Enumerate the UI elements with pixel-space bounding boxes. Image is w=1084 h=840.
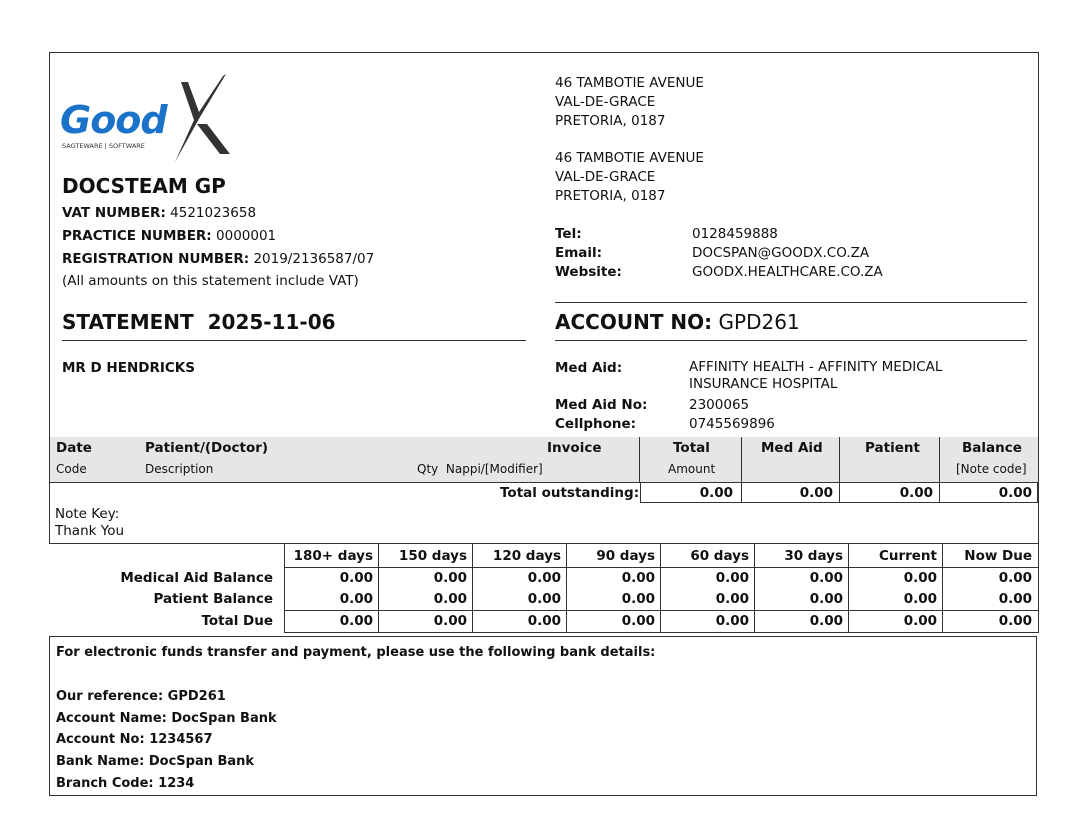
col-description: Description: [145, 462, 214, 476]
aging-cell: 0.00: [527, 613, 561, 629]
aging-cell: 0.00: [903, 591, 937, 607]
address-line: PRETORIA, 0187: [555, 188, 666, 204]
bank-account-name: Account Name: DocSpan Bank: [56, 711, 277, 726]
note-key: Note Key:: [55, 506, 120, 522]
address-block-1: [555, 74, 704, 131]
med-aid-value: AFFINITY HEALTH - AFFINITY MEDICAL INSURANCE HOSPITAL: [689, 359, 943, 392]
aging-header: 180+ days: [293, 548, 373, 564]
aging-row-label: Patient Balance: [153, 591, 273, 607]
email-value: DOCSPAN@GOODX.CO.ZA: [692, 245, 870, 261]
col-patient: Patient: [865, 440, 920, 456]
account-value: GPD261: [718, 310, 800, 334]
aging-header: Now Due: [964, 548, 1032, 564]
logo-text: Good: [60, 98, 167, 142]
aging-header: 60 days: [690, 548, 749, 564]
registration-label: REGISTRATION NUMBER:: [62, 251, 250, 267]
aging-row-label: Total Due: [201, 613, 273, 629]
aging-cell: 0.00: [433, 613, 467, 629]
col-amount: Amount: [668, 462, 716, 476]
bank-name: Bank Name: DocSpan Bank: [56, 754, 255, 769]
aging-cell: 0.00: [527, 570, 561, 586]
aging-cell: 0.00: [809, 591, 843, 607]
aging-header: Current: [878, 548, 937, 564]
aging-cell: 0.00: [809, 570, 843, 586]
col-divider: [839, 437, 840, 482]
aging-cell: 0.00: [715, 591, 749, 607]
vat-label: VAT NUMBER:: [62, 205, 166, 221]
col-qty-nappi: Qty Nappi/[Modifier]: [417, 462, 543, 476]
aging-cell: 0.00: [809, 613, 843, 629]
col-med-aid: Med Aid: [761, 440, 823, 456]
practice-name: DOCSTEAM GP: [62, 174, 226, 198]
tel-value: 0128459888: [692, 226, 778, 242]
col-divider: [741, 437, 742, 482]
address-line: VAL-DE-GRACE: [555, 94, 656, 110]
col-note-code: [Note code]: [956, 462, 1027, 476]
bank-account-no: Account No: 1234567: [56, 732, 213, 747]
website-label: Website:: [555, 264, 622, 280]
col-invoice: Invoice: [547, 440, 602, 456]
aging-header: 30 days: [784, 548, 843, 564]
tel-label: Tel:: [555, 226, 582, 242]
aging-cell: 0.00: [715, 570, 749, 586]
aging-cell: 0.00: [998, 591, 1032, 607]
statement-date: 2025-11-06: [207, 310, 336, 334]
aging-row-label: Medical Aid Balance: [120, 570, 273, 586]
logo-tagline: SAGTEWARE | SOFTWARE: [62, 142, 145, 150]
col-code: Code: [56, 462, 87, 476]
email-label: Email:: [555, 245, 603, 261]
registration-value: 2019/2136587/07: [253, 251, 375, 267]
aging-header: 120 days: [492, 548, 561, 564]
aging-cell: 0.00: [433, 570, 467, 586]
aging-cell: 0.00: [339, 570, 373, 586]
outstanding-patient: 0.00: [899, 485, 933, 501]
thank-you: Thank You: [55, 523, 125, 539]
aging-header: 90 days: [596, 548, 655, 564]
aging-cell: 0.00: [903, 570, 937, 586]
col-total: Total: [673, 440, 710, 456]
practice-number-label: PRACTICE NUMBER:: [62, 228, 212, 244]
aging-cell: 0.00: [903, 613, 937, 629]
statement-title: [62, 310, 336, 334]
vat-line: [62, 204, 256, 223]
col-balance: Balance: [962, 440, 1022, 456]
total-outstanding-label: Total outstanding:: [500, 485, 640, 501]
med-aid-label: Med Aid:: [555, 360, 623, 376]
address-line: 46 TAMBOTIE AVENUE: [555, 75, 704, 91]
vat-value: 4521023658: [170, 205, 257, 221]
account-number: [555, 310, 800, 334]
divider: [555, 302, 1027, 303]
divider: [62, 340, 526, 341]
bank-branch-code: Branch Code: 1234: [56, 776, 195, 791]
aging-cell: 0.00: [433, 591, 467, 607]
divider: [284, 610, 1039, 611]
practice-number-line: [62, 227, 276, 246]
outstanding-med-aid: 0.00: [799, 485, 833, 501]
bank-reference: Our reference: GPD261: [56, 689, 226, 704]
address-block-2: [555, 149, 704, 206]
col-date: Date: [56, 440, 92, 456]
aging-cell: 0.00: [998, 613, 1032, 629]
aging-cell: 0.00: [339, 591, 373, 607]
address-line: VAL-DE-GRACE: [555, 169, 656, 185]
divider: [284, 567, 1039, 568]
col-divider: [939, 437, 940, 482]
divider: [555, 340, 1027, 341]
aging-cell: 0.00: [527, 591, 561, 607]
aging-cell: 0.00: [715, 613, 749, 629]
practice-number-value: 0000001: [216, 228, 277, 244]
website-value: GOODX.HEALTHCARE.CO.ZA: [692, 264, 883, 280]
vat-note: (All amounts on this statement include VAT): [62, 273, 359, 289]
bank-intro: For electronic funds transfer and payment, please use the following bank details:: [56, 645, 656, 660]
aging-cell: 0.00: [621, 570, 655, 586]
aging-cell: 0.00: [621, 591, 655, 607]
aging-header: 150 days: [398, 548, 467, 564]
goodx-logo: [60, 72, 235, 162]
statement-label: STATEMENT: [62, 310, 194, 334]
col-patient-doctor: Patient/(Doctor): [145, 440, 269, 456]
address-line: PRETORIA, 0187: [555, 113, 666, 129]
med-aid-no-label: Med Aid No:: [555, 397, 648, 413]
outstanding-balance: 0.00: [998, 485, 1032, 501]
aging-cell: 0.00: [339, 613, 373, 629]
patient-name: MR D HENDRICKS: [62, 360, 195, 376]
account-label: ACCOUNT NO:: [555, 310, 713, 334]
med-aid-no-value: 2300065: [689, 397, 750, 413]
col-divider: [639, 437, 640, 482]
cellphone-value: 0745569896: [689, 416, 775, 432]
registration-line: [62, 250, 374, 269]
aging-cell: 0.00: [998, 570, 1032, 586]
cellphone-label: Cellphone:: [555, 416, 637, 432]
aging-cell: 0.00: [621, 613, 655, 629]
address-line: 46 TAMBOTIE AVENUE: [555, 150, 704, 166]
outstanding-total: 0.00: [699, 485, 733, 501]
